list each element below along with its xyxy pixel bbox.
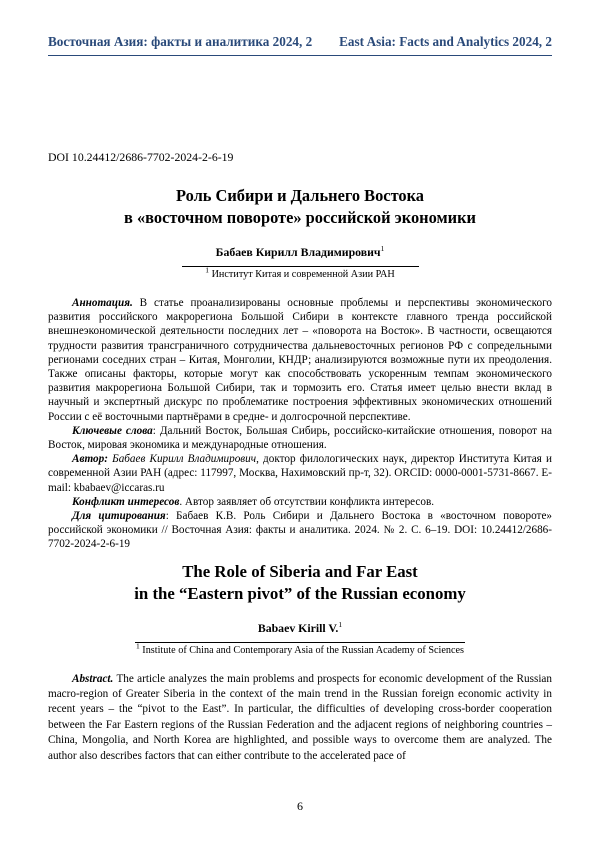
affiliation-ru-text: Институт Китая и современной Азии РАН bbox=[211, 269, 395, 280]
affiliation-en-sup: 1 bbox=[136, 641, 140, 651]
affiliation-ru bbox=[48, 265, 552, 280]
doi: DOI 10.24412/2686-7702-2024-2-6-19 bbox=[48, 150, 234, 164]
keywords-ru-label: Ключевые слова bbox=[72, 424, 153, 437]
affiliation-ru-sup: 1 bbox=[205, 265, 210, 275]
affiliation-en-text: Institute of China and Contemporary Asia of the Russian Academy of Sciences bbox=[142, 644, 464, 656]
title-ru bbox=[48, 185, 552, 229]
article-body bbox=[48, 150, 552, 764]
page-number: 6 bbox=[297, 799, 303, 813]
title-ru-line1: Роль Сибири и Дальнего Востока bbox=[175, 186, 424, 205]
keywords-ru-text: : Дальний Восток, Большая Сибирь, российско-китайские отношения, поворот на Восток, мировая экономика и международные отношения. bbox=[48, 424, 553, 452]
abstract-en-text: The article analyzes the main problems and prospects for economic development of the Russian macro-region of Greater Siberia in the context of the main trend in the Russian foreign economic activity in recent years – the “pivot to the East”. In particular, the difficulties of developing cross-border cooperation between the Far Eastern regions of the Russian Federation and the adjacent regions of neighboring countries – China, Mongolia, and North Korea are highlighted, and possible ways to overcome them are analyzed. The author also describes factors that can either contribute to the accelerated pace of bbox=[48, 672, 552, 762]
abstract-en bbox=[48, 672, 552, 764]
running-header bbox=[48, 34, 552, 56]
conflict-ru bbox=[48, 495, 552, 509]
affiliation-ru-rule bbox=[182, 266, 419, 267]
author-en-name: Babaev Kirill V. bbox=[257, 620, 339, 635]
conflict-ru-text: . Автор заявляет об отсутствии конфликта интересов. bbox=[179, 495, 435, 508]
citation-ru bbox=[48, 509, 552, 552]
title-en-line1: The Role of Siberia and Far East bbox=[182, 561, 418, 581]
conflict-ru-label: Конфликт интересов bbox=[72, 495, 180, 508]
author-ru-name: Бабаев Кирилл Владимирович bbox=[215, 245, 381, 259]
author-info-ru: Автор: Бабаев Кирилл Владимирович, доктор филологических наук, директор Института Китая и современной Азии РАН (адрес: 117997, Москва, Нахимовский пр-т, 32). ORCID: 0000-0001-5731-8667. E-mail: kbabaev@iccaras.ru bbox=[48, 453, 552, 494]
keywords-ru bbox=[48, 424, 552, 452]
author-info-ru-name: Бабаев Кирилл Владимирович bbox=[112, 453, 257, 466]
title-ru-line2: в «восточном повороте» российской экономики bbox=[124, 208, 476, 227]
abstract-en-label: Abstract. bbox=[72, 672, 114, 685]
author-en-sup: 1 bbox=[338, 619, 343, 629]
abstract-ru-label: Аннотация. bbox=[72, 297, 133, 309]
affiliation-en bbox=[48, 641, 552, 656]
header-left: Восточная Азия: факты и аналитика 2024, 2 bbox=[48, 34, 313, 49]
author-info-ru-label: Автор bbox=[72, 453, 105, 466]
author-info-ru-text: , доктор филологических наук, директор Института Китая и современной Азии РАН (адрес: 117997, Москва, Нахимовский пр-т, 32). ORCID: 0000-0001-5731-8667. E-mail: kbabaev@iccaras.ru bbox=[48, 453, 552, 494]
title-en-line2: in the “Eastern pivot” of the Russian economy bbox=[134, 583, 466, 603]
affiliation-en-rule bbox=[135, 642, 465, 643]
title-en bbox=[48, 561, 552, 605]
header-right: East Asia: Facts and Analytics 2024, 2 bbox=[339, 34, 552, 49]
abstract-ru bbox=[48, 296, 552, 424]
author-ru-sup: 1 bbox=[380, 244, 385, 254]
citation-ru-text: : Бабаев К.В. Роль Сибири и Дальнего Востока в «восточном повороте» российской экономики // Восточная Азия: факты и аналитика. 2024. № 2. С. 6–19. DOI: 10.24412/2686-7702-2024-2-6-19 bbox=[48, 510, 553, 551]
citation-ru-label: Для цитирования bbox=[72, 510, 166, 523]
abstract-ru-text: В статье проанализированы основные проблемы и перспективы экономического развития российского макрорегиона Большой Сибири в контексте главного тренда российской внешнеэкономической деятельности последних лет – «поворота на Восток». В частности, освещаются трудности развития трансграничного сотрудничества дальневосточных регионов РФ с сопредельными регионами соседних стран – Китая, Монголии, КНДР; анализируются возможные пути их преодоления. Также описаны факторы, которые могут как способствовать ускоренным темпам экономического развития макрорегиона Большой Сибири, так и тормозить его. Статья имеет целью внести вклад в научный и экспертный дискурс по проблематике построения эффективных экономических отношений России с её восточными партнёрами в средне- и долгосрочной перспективе. bbox=[48, 297, 552, 423]
author-en bbox=[48, 621, 552, 636]
author-ru bbox=[48, 245, 552, 260]
